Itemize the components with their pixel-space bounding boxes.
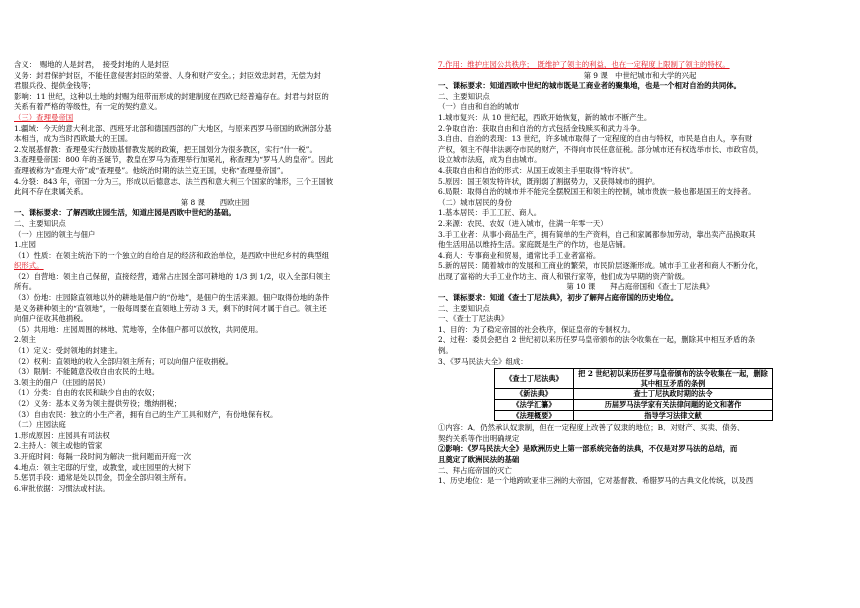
left-text-line: 2.发展基督教：查理曼实行鼓励基督教发展的政策，把王国划分为很多教区，实行“什一税”。: [14, 144, 317, 154]
left-text-line: （3）自由农民：独立的小生产者，拥有自己的生产工具和财产，有份地保有权。: [14, 409, 278, 419]
right-text-line: 3.自由、自治的表现：13 世纪，许多城市取得了一定程度的自由与特权，市民是自由人，享有财: [438, 134, 753, 144]
left-text-line: 是义务耕种领主的“直领地”，一般每周要在直领地上劳动 3 天，剩下的时间才属于自己。领主还: [14, 303, 327, 313]
right-text-line: 出现了富裕的大手工业作坊主、商人和银行家等，他们成为早期的资产阶级。: [438, 271, 690, 281]
right-text-line: 他生活用品以维持生活。家庭既是生产的作坊，也是店铺。: [438, 240, 631, 250]
table-row: [495, 400, 773, 411]
right-text-line: 6.局限：取得自治的城市并不能完全摆脱国王和领主的控制，城市贵族一般也都是国王的支持者。: [438, 187, 756, 197]
right-text-line: 5.新的居民：随着城市的发展和工商业的繁荣，市民阶层逐渐形成。城市手工业者和商人不断分化，: [438, 261, 763, 271]
right-text-line: 一、课标要求：知道西欧中世纪的城市既是工商业者的聚集地，也是一个相对自治的共同体。: [438, 81, 742, 91]
right-text-line: ①内容：A．仍然承认奴隶制，但在一定程度上改善了奴隶的地位；B．对财产、买卖、债务、: [438, 423, 745, 433]
table-row: [495, 389, 773, 400]
left-text-line: 5.惩罚手段：通常是处以罚金，罚金全部归领主所有。: [14, 473, 192, 483]
table-row: [495, 410, 773, 421]
left-text-line: 1.形成原因：庄园具有司法权: [14, 430, 110, 440]
left-text-line: （3）份地：庄园除直领地以外的耕地是佃户的“份地”，是佃户的生活来源。佃户取得份地的条件: [14, 293, 330, 303]
right-text-line: 二、主要知识点: [438, 91, 490, 101]
right-text-line: 1、目的：为了稳定帝国的社会秩序，保证皇帝的专制权力。: [438, 324, 635, 334]
left-text-line: （三）查理曼帝国: [14, 112, 74, 122]
table-cell-name: 《新法典》: [495, 389, 574, 400]
left-text-line: （2）义务：基本义务为领主提供劳役；缴纳捐税；: [14, 399, 182, 408]
right-text-line: （一）自由和自治的城市: [438, 102, 520, 112]
left-text-line: 此间不存在隶属关系。: [14, 187, 88, 197]
right-text-line: 二、拜占庭帝国的灭亡: [438, 465, 512, 475]
right-text-line: （二）城市居民的身份: [438, 197, 512, 207]
left-text-line: （二）庄园法庭: [14, 420, 66, 430]
right-text-line: 一、课标要求：知道《查士丁尼法典》，初步了解拜占庭帝国的历史地位。: [438, 293, 679, 303]
left-text-line: 2.领主: [14, 335, 36, 345]
left-text-line: 织形式。: [14, 261, 44, 271]
right-text-line: 产权，领主不得非法剥夺市民的财产，不得向市民任意征税。部分城市还有权选举市长、市政官员，: [438, 144, 764, 154]
right-text-line: 且奠定了欧洲民法的基础: [438, 454, 520, 464]
right-text-line: 4.商人：专事商业和贸易，通常比手工业者富裕。: [438, 250, 601, 260]
roman-law-table: [494, 368, 773, 421]
left-text-line: 二、主要知识点: [14, 218, 66, 228]
left-text-line: （1）定义：受封领地的封建主。: [14, 346, 123, 356]
left-text-line: 所有。: [14, 282, 37, 292]
left-text-line: （3）限制：不能随意没收自由农民的土地。: [14, 367, 160, 377]
table-cell-desc: 指导学习法律文献: [574, 410, 773, 421]
right-text-line: 2、过程：委员会把自 2 世纪初以来历任罗马皇帝颁布的法令收集在一起，删除其中相互矛盾的条: [438, 335, 756, 345]
right-text-line: 7.作用：维护庄园公共秩序； 既维护了领主的利益，也在一定程度上限制了领主的特权。: [438, 60, 730, 69]
right-column: [438, 60, 842, 487]
left-text-line: （1）性质：在领主统治下的一个独立的自给自足的经济和政治单位，是西欧中世纪乡村的典型组: [14, 250, 330, 260]
left-text-line: 6.审批依据：习惯法或村法。: [14, 483, 110, 493]
left-text-line: 1.庄园: [14, 240, 36, 250]
left-text-line: （一）庄园的领主与佃户: [14, 229, 96, 239]
right-text-line: 1.基本居民：手工工匠、商人。: [438, 208, 542, 218]
table-cell-desc: 查士丁尼执政时期的法令: [574, 389, 773, 400]
right-text-line: 契约关系等作出明确规定: [438, 433, 520, 443]
left-text-line: 一、课标要求：了解西欧庄园生活，知道庄园是西欧中世纪的基础。: [14, 208, 236, 218]
left-text-line: 第 8 课 西欧庄园: [180, 197, 250, 207]
right-text-line: 例。: [438, 346, 453, 356]
left-text-line: 义务：封君保护封臣，不能任意侵害封臣的荣誉、人身和财产安全。；封臣效忠封君，无偿为封: [14, 70, 321, 80]
left-text-line: （2）权利：直领地的收入全部归领主所有；可以向佃户征收捐税。: [14, 356, 234, 366]
left-text-line: （1）分类：自由的农民和缺少自由的农奴；: [14, 388, 160, 398]
table-cell-desc: 历届罗马法学家有关法律问题的论文和著作: [574, 400, 773, 411]
left-text-line: 含义： 赐地的人是封君， 接受封地的人是封臣: [14, 60, 170, 69]
left-text-line: （5）共用地：庄园周围的林地、荒地等，全体佃户都可以放牧，共同使用。: [14, 324, 263, 334]
table-cell-name: 《法学汇纂》: [495, 400, 574, 411]
left-text-line: 关系有着严格的等级性，有一定的契约意义。: [14, 102, 162, 112]
right-text-line: 2.争取自治：获取自由和自治的方式包括金钱赎买和武力斗争。: [438, 123, 645, 133]
right-text-line: 1、历史地位：是一个地跨欧亚非三洲的大帝国，它对基督教、希腊罗马的古典文化传统，以及西: [438, 476, 754, 486]
left-text-line: 本相当，成为当时西欧最大的王国。: [14, 134, 133, 144]
table-row: [495, 369, 773, 389]
right-text-line: 设立城市法庭，成为自由城市。: [438, 155, 542, 165]
left-text-line: 4.分裂：843 年，帝国一分为三，形成以后德意志、法兰西和意大利三个国家的雏形，三个王国彼: [14, 176, 334, 186]
right-text-line: ②影响：《罗马民法大全》是欧洲历史上第一部系统完备的法典，不仅是对罗马法的总结，而: [438, 444, 738, 454]
right-text-line: 二、主要知识点: [438, 303, 490, 313]
right-text-line: 2.来源：农民、农奴（进入城市，住满一年零一天）: [438, 218, 608, 228]
left-text-line: 4.地点：领主宅邸的厅堂，或教堂，或庄园里的大树下: [14, 462, 192, 472]
table-cell-name: 《法理概要》: [495, 410, 574, 421]
right-text-line: 一、《查士丁尼法典》: [438, 314, 509, 324]
right-text-line: 第 10 课 拜占庭帝国和《查士丁尼法典》: [566, 282, 714, 292]
left-text-line: 君服兵役、提供金钱等；: [14, 81, 96, 91]
right-text-line: 4.获取自由和自治的形式：从国王或领主手里取得“特许状”。: [438, 165, 638, 175]
left-text-line: 3.查理曼帝国：800 年的圣诞节，教皇在罗马为查理举行加冕礼，称查理为“罗马人的皇帝”。因此: [14, 155, 334, 165]
left-text-line: 3.领主的佃户（庄园的居民）: [14, 377, 110, 387]
left-text-line: 3.开庭时间：每隔一段时间为解决一批问题而开庭一次: [14, 451, 192, 461]
table-cell-desc: 把 2 世纪初以来历任罗马皇帝颁布的法令收集在一起，删除其中相互矛盾的条例: [574, 369, 773, 389]
left-text-line: 2.主持人：领主或他的管家: [14, 441, 103, 451]
left-text-line: （2）自营地：领主自己保留，直接经营，通常占庄园全部可耕地的 1/3 到 1/2，収入全部归领主: [14, 271, 331, 281]
left-text-line: 查理被称为“查理大帝”或“查理曼”。他统治时期的法兰克王国，史称“查理曼帝国”。: [14, 165, 288, 175]
table-cell-name: 《查士丁尼法典》: [495, 369, 574, 389]
right-text-line: 1.城市复兴：从 10 世纪起，西欧开始恢复，新的城市不断产生。: [438, 112, 652, 122]
left-text-line: 向佃户征收其他捐税。: [14, 314, 88, 324]
left-column: [14, 60, 416, 494]
left-text-line: 1.疆域：今天的意大利北部、西班牙北部和德国西部的广大地区，与原来西罗马帝国的欧洲部分基: [14, 123, 332, 133]
left-text-line: 影响：11 世纪，这种以土地的封赐为纽带而形成的封建制度在西欧已经普遍存在。封君与封臣的: [14, 91, 329, 101]
right-text-line: 5.原因：国王领发特许状，既削弱了割据势力，又获得城市的拥护。: [438, 176, 660, 186]
right-text-line: 第 9 课 中世纪城市和大学的兴起: [583, 70, 697, 80]
right-text-line: 3、《罗马民法大全》组成：: [438, 356, 528, 366]
right-text-line: 3.手工业者：从事小商品生产，拥有简单的生产资料，自己和家属都参加劳动，靠出卖产品换取其: [438, 229, 756, 239]
